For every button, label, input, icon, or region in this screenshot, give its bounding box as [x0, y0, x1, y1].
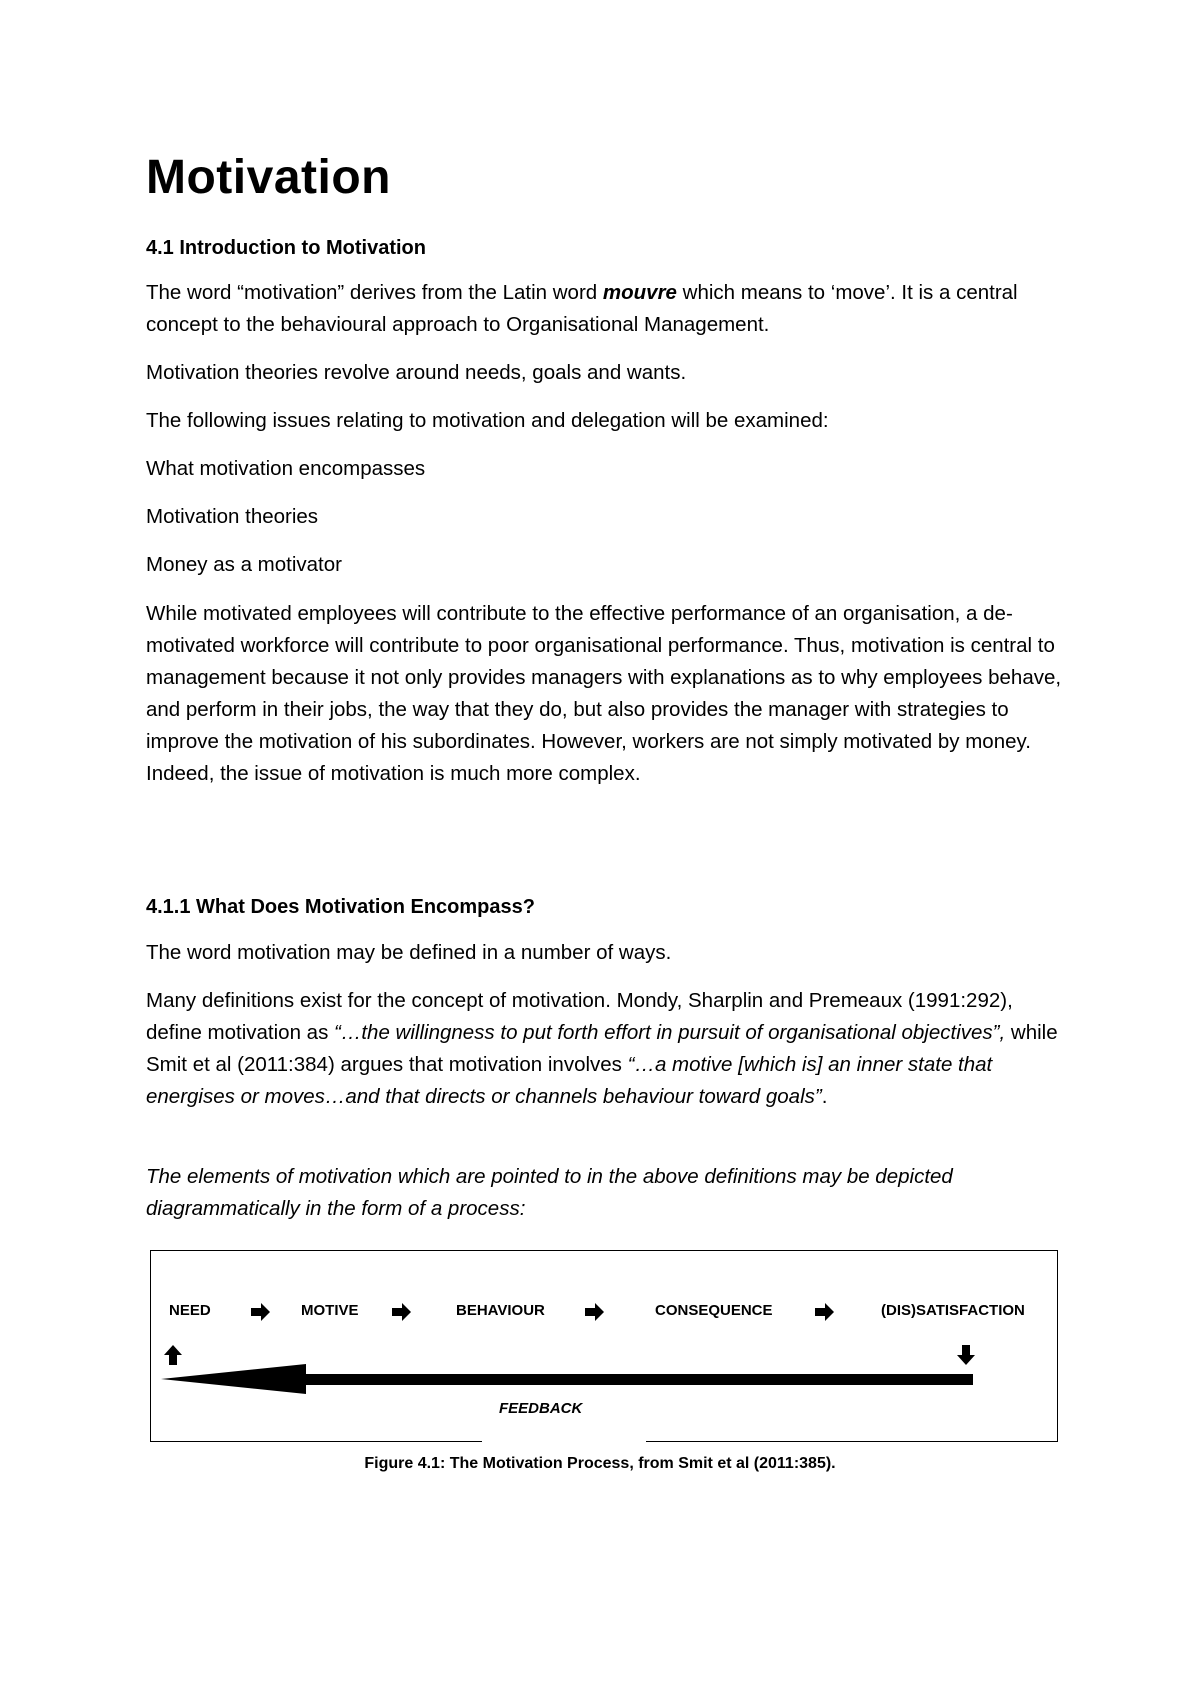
definitions-text-middle: while Smit et al (2011:384) argues that motivation involves: [146, 1021, 1058, 1076]
figure-border-gap: [482, 1438, 646, 1446]
process-intro-paragraph: The elements of motivation which are pointed to in the above definitions may be depicted diagrammatically in the form of a process:: [146, 1165, 953, 1220]
stage-label: MOTIVE: [301, 1302, 359, 1319]
right-arrow-icon: [815, 1303, 834, 1321]
page-title: Motivation: [146, 151, 391, 204]
right-arrow-icon: [392, 1303, 411, 1321]
section-heading-4-1: 4.1 Introduction to Motivation: [146, 237, 426, 259]
list-item: Money as a motivator: [146, 553, 342, 576]
process-diagram: [151, 1251, 1057, 1441]
right-arrow-icon: [585, 1303, 604, 1321]
definitions-paragraph: [146, 985, 1066, 1113]
list-item: Motivation theories: [146, 505, 319, 528]
up-arrow-icon: [164, 1345, 182, 1365]
theories-paragraph: Motivation theories revolve around needs, goals and wants.: [146, 361, 687, 384]
right-arrow-icon: [251, 1303, 270, 1321]
figure-caption: Figure 4.1: The Motivation Process, from Smit et al (2011:385).: [364, 1455, 836, 1472]
issues-paragraph: The following issues relating to motivation and delegation will be examined:: [146, 409, 829, 432]
feedback-arrow: [161, 1364, 973, 1394]
quote-mondy: “…the willingness to put forth effort in pursuit of organisational objectives”,: [334, 1021, 1006, 1044]
stage-label: CONSEQUENCE: [655, 1302, 773, 1319]
definition-intro-paragraph: The word motivation may be defined in a number of ways.: [146, 941, 672, 964]
feedback-label: FEEDBACK: [499, 1400, 583, 1417]
intro-paragraph: [146, 277, 1066, 341]
latin-word: mouvre: [602, 281, 677, 304]
stage-label: NEED: [169, 1302, 211, 1319]
quote-smit: “…a motive [which is] an inner state that energises or moves…and that directs or channels behaviour toward goals”: [146, 1053, 993, 1108]
stage-label: BEHAVIOUR: [456, 1302, 545, 1319]
performance-paragraph: While motivated employees will contribute to the effective performance of an organisation, a de-motivated workforce will contribute to poor organisational performance. Thus, motivation is central to management because it not only provides managers with explanations as to why employees behave, and perform in their jobs, the way that they do, but also provides the manager with strategies to improve the motivation of his subordinates. However, workers are not simply motivated by money. Indeed, the issue of motivation is much more complex.: [146, 602, 1062, 785]
definitions-text-end: .: [821, 1085, 828, 1108]
stage-label: (DIS)SATISFACTION: [881, 1302, 1025, 1319]
list-item: What motivation encompasses: [146, 457, 426, 480]
section-heading-4-1-1: 4.1.1 What Does Motivation Encompass?: [146, 896, 535, 918]
definitions-text-start: Many definitions exist for the concept of motivation. Mondy, Sharplin and Premeaux (1991:292), define motivation as: [146, 989, 1013, 1044]
intro-text-start: The word “motivation” derives from the Latin word: [146, 281, 603, 304]
intro-text-end: which means to ‘move’. It is a central concept to the behavioural approach to Organisational Management.: [146, 281, 1018, 336]
down-arrow-icon: [957, 1345, 975, 1365]
motivation-process-figure: [150, 1250, 1058, 1442]
